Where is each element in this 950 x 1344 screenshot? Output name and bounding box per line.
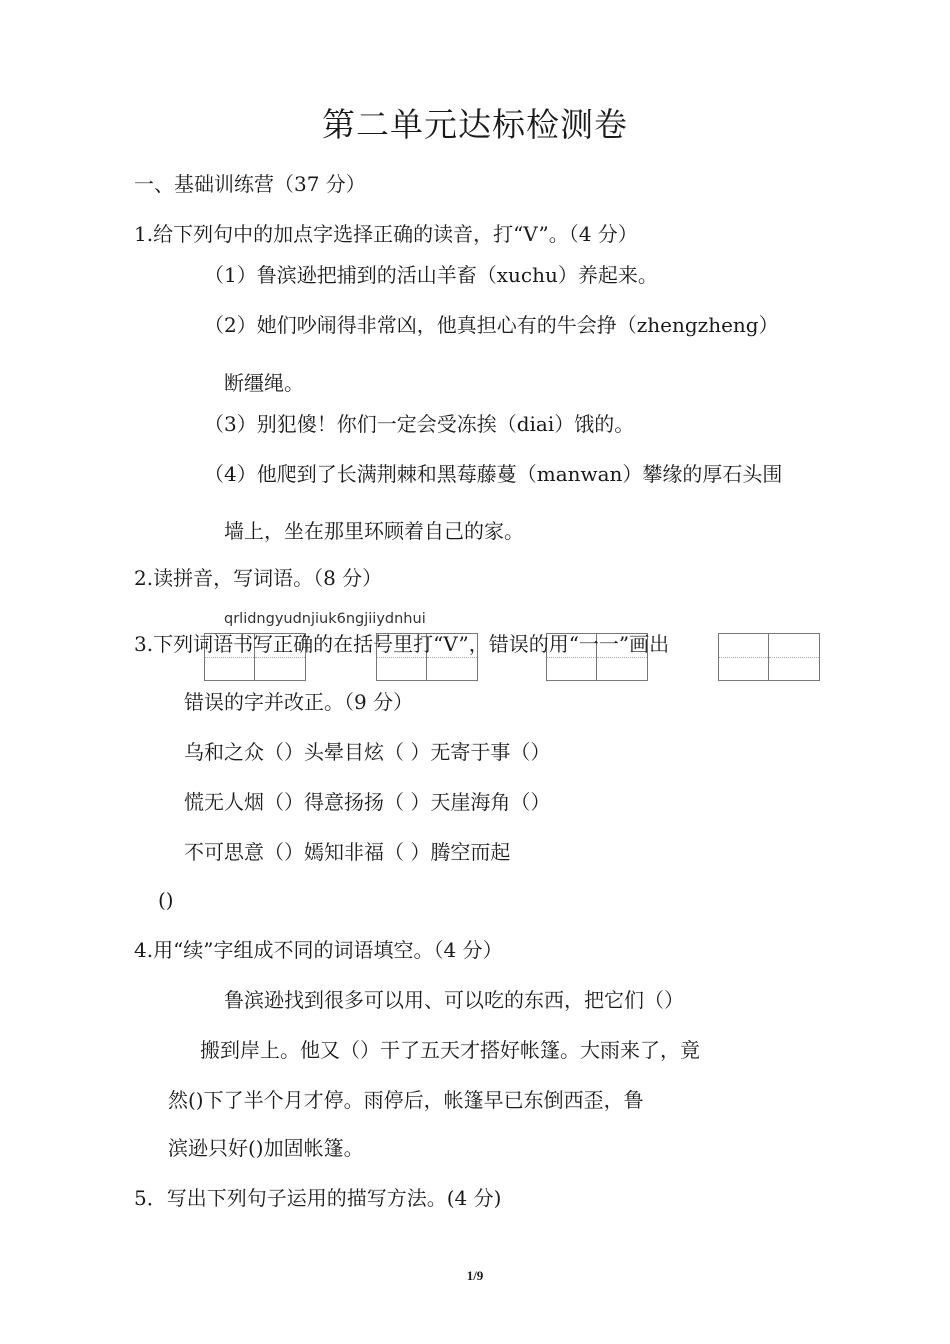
pinyin-prompt: qrlidngyudnjiuk6ngjiiydnhui <box>224 611 426 627</box>
grid-cell[interactable] <box>719 634 769 680</box>
question-1-stem: 1.给下列句中的加点字选择正确的读音，打“V”。（4 分） <box>134 222 638 246</box>
question-3-row: 慌无人烟（）得意扬扬（ ）天崖海角（） <box>184 790 551 814</box>
question-3-row: 乌和之众（）头晕目炫（ ）无寄于事（） <box>184 740 551 764</box>
question-1-item: （3）别犯傻！你们一定会受冻挨（diai）饿的。 <box>204 412 635 436</box>
question-4-passage-line: 鲁滨逊找到很多可以用、可以吃的东西，把它们（） <box>224 988 684 1012</box>
question-1-item: （2）她们吵闹得非常凶，他真担心有的牛会挣（zhengzheng） <box>204 313 779 337</box>
question-3-row: 不可思意（）嫣知非福（ ）腾空而起 <box>184 840 511 864</box>
question-4-passage-line: 然()下了半个月才停。雨停后，帐篷早已东倒西歪，鲁 <box>168 1088 644 1112</box>
page-title: 第二单元达标检测卷 <box>322 105 628 144</box>
question-1-item-continuation: 断缰绳。 <box>224 371 304 395</box>
question-1-item-continuation: 墙上，坐在那里环顾着自己的家。 <box>224 519 524 543</box>
question-1-item: （1）鲁滨逊把捕到的活山羊畜（xuchu）养起来。 <box>204 263 658 287</box>
question-2-stem: 2.读拼音，写词语。（8 分） <box>134 566 383 590</box>
answer-grid-4[interactable] <box>718 633 820 681</box>
question-4-passage-line: 滨逊只好()加固帐篷。 <box>168 1136 364 1160</box>
question-4-stem: 4.用“续”字组成不同的词语填空。（4 分） <box>134 938 503 962</box>
grid-cell[interactable] <box>769 634 819 680</box>
question-3-stem-continuation: 错误的字并改正。（9 分） <box>184 690 414 714</box>
question-5-stem: 5．写出下列句子运用的描写方法。(4 分) <box>134 1186 502 1210</box>
question-4-passage-line: 搬到岸上。他又（）干了五天才搭好帐篷。大雨来了，竟 <box>200 1038 700 1062</box>
section-heading: 一、基础训练营（37 分） <box>134 172 366 196</box>
question-3-tail: () <box>158 888 174 912</box>
page-number: 1/9 <box>466 1268 484 1283</box>
question-1-item: （4）他爬到了长满荆棘和黑莓藤蔓（manwan）攀缘的厚石头围 <box>204 462 783 486</box>
question-3-stem: 3.下列词语书写正确的在括号里打“V”，错误的用“一一”画出 <box>134 632 670 656</box>
